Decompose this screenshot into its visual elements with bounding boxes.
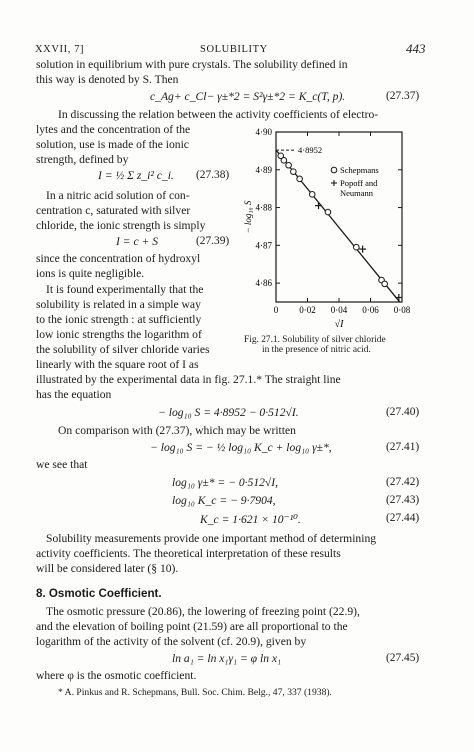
text-line: solubility is related in a simple way bbox=[36, 298, 201, 311]
equation-number: (27.37) bbox=[386, 90, 420, 102]
x-tick-label: 0 bbox=[273, 305, 279, 315]
x-tick-label: 0·08 bbox=[393, 305, 411, 315]
text-line: In a nitric acid solution of con- bbox=[46, 189, 190, 202]
text-line: strength, defined by bbox=[36, 153, 129, 166]
text-line: this way is denoted by S. Then bbox=[36, 73, 179, 86]
text-line: solution, use is made of the ionic bbox=[36, 138, 189, 151]
text-line: since the concentration of hydroxyl bbox=[36, 252, 201, 265]
equation-number: (27.45) bbox=[386, 652, 420, 664]
footnote: * A. Pinkus and R. Schepmans, Bull. Soc. Chim. Belg., 47, 337 (1938). bbox=[58, 687, 332, 698]
figure-27-1-chart bbox=[238, 122, 422, 332]
x-tick-label: 0·04 bbox=[330, 305, 348, 315]
equation-number: (27.43) bbox=[386, 494, 420, 506]
equation-number: (27.42) bbox=[386, 476, 420, 488]
y-tick-label: 4·87 bbox=[255, 240, 272, 251]
equation-27-38: I = ½ Σ z_i² c_i. bbox=[98, 169, 174, 182]
section-heading: 8. Osmotic Coefficient. bbox=[36, 587, 162, 600]
y-tick-label: 4·88 bbox=[255, 202, 272, 213]
legend-label: Schepmans bbox=[340, 165, 379, 175]
x-tick-label: 0·02 bbox=[299, 305, 316, 315]
data-point-schepmans bbox=[297, 176, 303, 182]
legend-label: Neumann bbox=[340, 188, 374, 198]
y-tick-label: 4·86 bbox=[255, 278, 272, 289]
text-line: It is found experimentally that the bbox=[46, 283, 204, 296]
text-line: will be considered later (§ 10). bbox=[36, 562, 179, 575]
equation-27-40: − log₁₀ S = 4·8952 − 0·512√I. bbox=[158, 406, 299, 419]
text-line: activity coefficients. The theoretical interpretation of these results bbox=[36, 547, 341, 560]
equation-27-42: log₁₀ γ±* = − 0·512√I, bbox=[172, 476, 279, 489]
y-tick-label: 4·90 bbox=[255, 127, 272, 137]
text-line: Solubility measurements provide one important method of determining bbox=[46, 532, 377, 545]
text-line: lytes and the concentration of the bbox=[36, 123, 191, 136]
text-line: to the ionic strength : at sufficiently bbox=[36, 313, 202, 326]
text-line: we see that bbox=[36, 458, 88, 471]
text-line: low ionic strengths the logarithm of bbox=[36, 328, 202, 341]
data-point-schepmans bbox=[281, 158, 287, 164]
text-line: and the elevation of boiling point (21.59) are all proportional to the bbox=[36, 620, 348, 633]
text-line: centration c, saturated with silver bbox=[36, 204, 191, 217]
data-point-schepmans bbox=[325, 209, 331, 215]
figure-caption-line2: in the presence of nitric acid. bbox=[262, 345, 371, 355]
running-head-left: XXVII, 7] bbox=[35, 44, 85, 55]
equation-27-44: K_c = 1·621 × 10⁻¹⁰. bbox=[200, 513, 301, 526]
text-line: has the equation bbox=[36, 388, 112, 401]
data-point-schepmans bbox=[382, 281, 388, 287]
data-point-schepmans bbox=[286, 162, 292, 168]
equation-number: (27.40) bbox=[386, 406, 420, 418]
equation-number: (27.44) bbox=[386, 512, 420, 524]
equation-27-45: ln a₁ = ln x₁γ₁ = φ ln x₁ bbox=[172, 652, 282, 665]
equation-27-39: I = c + S bbox=[116, 235, 159, 248]
plot-frame bbox=[276, 132, 402, 302]
figure-caption-line1: Fig. 27.1. Solubility of silver chloride bbox=[244, 335, 386, 345]
y-axis-label: − log₁₀ S bbox=[243, 200, 253, 234]
legend-circle-marker bbox=[331, 167, 337, 173]
intercept-label: 4·8952 bbox=[298, 145, 323, 156]
equation-27-37: c_Ag+ c_Cl− γ±*2 = S²γ±*2 = K_c(T, p). bbox=[150, 90, 346, 103]
data-point-schepmans bbox=[354, 244, 360, 250]
text-line: chloride, the ionic strength is simply bbox=[36, 219, 206, 232]
text-line: solution in equilibrium with pure crystals. The solubility defined in bbox=[36, 58, 348, 71]
text-line: ions is quite negligible. bbox=[36, 267, 145, 280]
text-line: logarithm of the activity of the solvent (cf. 20.9), given by bbox=[36, 635, 307, 648]
y-tick-label: 4·89 bbox=[255, 164, 272, 175]
text-line: In discussing the relation between the activity coefficients of electro- bbox=[58, 108, 379, 121]
text-line: the solubility of silver chloride varies bbox=[36, 343, 210, 356]
text-line: illustrated by the experimental data in fig. 27.1.* The straight line bbox=[36, 373, 341, 386]
data-point-schepmans bbox=[309, 192, 315, 198]
legend-label: Popoff and bbox=[340, 178, 378, 188]
equation-number: (27.41) bbox=[386, 441, 420, 453]
text-line: On comparison with (27.37), which may be written bbox=[58, 424, 296, 437]
x-tick-label: 0·06 bbox=[362, 305, 379, 315]
text-line: where φ is the osmotic coefficient. bbox=[36, 669, 197, 682]
text-line: linearly with the square root of I as bbox=[36, 358, 199, 371]
x-axis-label: √I bbox=[334, 319, 344, 330]
equation-27-43: log₁₀ K_c = − 9·7904, bbox=[172, 494, 276, 507]
running-head-title: SOLUBILITY bbox=[200, 44, 268, 55]
equation-number: (27.38) bbox=[196, 169, 230, 181]
equation-27-41: − log₁₀ S = − ½ log₁₀ K_c + log₁₀ γ±*, bbox=[150, 441, 332, 454]
page-number: 443 bbox=[406, 41, 426, 56]
equation-number: (27.39) bbox=[196, 235, 230, 247]
text-line: The osmotic pressure (20.86), the lowering of freezing point (22.9), bbox=[46, 605, 360, 618]
data-point-schepmans bbox=[291, 169, 297, 175]
